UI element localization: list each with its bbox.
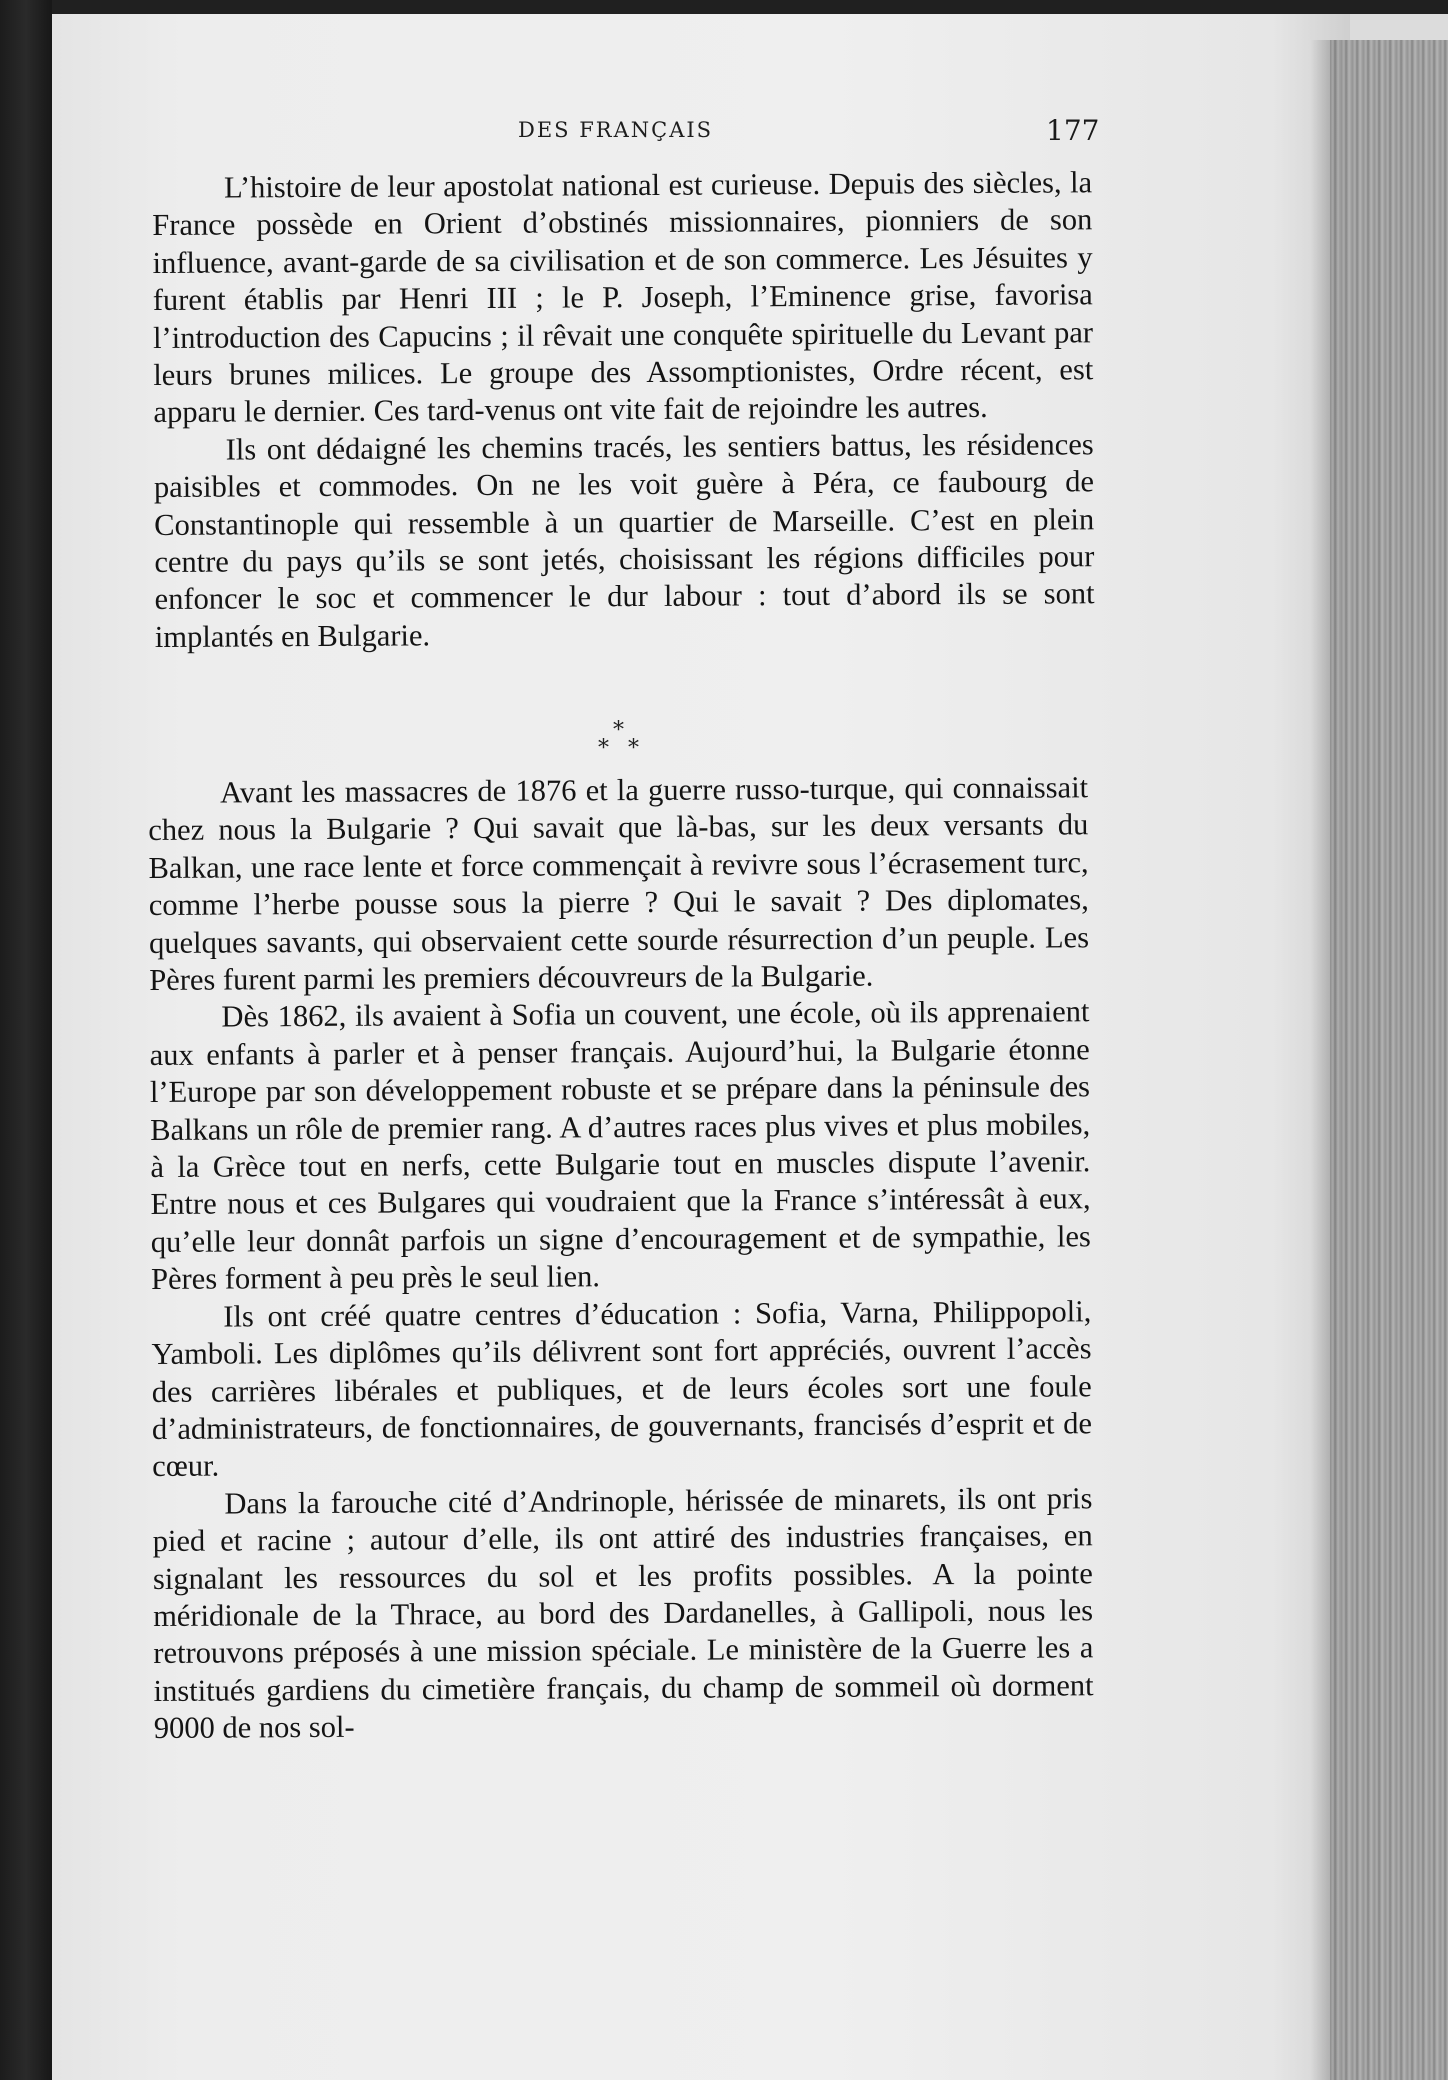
paragraph: Dès 1862, ils avaient à Sofia un couvent, une école, où ils apprenaient aux enfants à parler et à penser français. Aujourd’hui, la Bulgarie étonne l’Europe par son développement robuste et se prépare dans la péninsule des Balkans un rôle de premier rang. A d’autres races plus vives et plus mobiles, à la Grèce tout en nerfs, cette Bulgarie tout en muscles dispute l’avenir. Entre nous et ces Bulgares qui voudraient que la France s’intéressât à eux, qu’elle leur donnât parfois un signe d’encouragement et de sympathie, les Pères forment à peu près le seul lien.: [149, 994, 1091, 1297]
paragraph: Dans la farouche cité d’Andrinople, hérissée de minarets, ils ont pris pied et racine ; autour d’elle, ils ont attiré des industries françaises, en signalant les ressources du sol et les profits possibles. A la pointe méridionale de la Thrace, au bord des Dardanelles, à Gallipoli, nous les retrouvons préposés à une mission spéciale. Le ministère de la Guerre les a institués gardiens du cimetière français, du champ de sommeil où dorment 9000 de nos sol-: [152, 1480, 1094, 1746]
text-section-1: [152, 164, 1095, 656]
asterism-star: *: [628, 736, 639, 761]
paragraph: Ils ont dédaigné les chemins tracés, les sentiers battus, les résidences paisibles et commodes. On ne les voit guère à Péra, ce faubourg de Constantinople qui ressemble à un quartier de Marseille. C’est en plein centre du pays qu’ils se sont jetés, choisissant les régions difficiles pour enfoncer le soc et commencer le dur labour : tout d’abord ils se sont implantés en Bulgarie.: [153, 427, 1095, 654]
paragraph: L’histoire de leur apostolat national est curieuse. Depuis des siècles, la France possède en Orient d’obstinés missionnaires, pionniers de son influence, avant-garde de sa civilisation et de son commerce. Les Jésuites y furent établis par Henri III ; le P. Joseph, l’Eminence grise, favorisa l’introduction des Capucins ; il rêvait une conquête spirituelle du Levant par leurs brunes milices. Le groupe des Assomptionistes, Ordre récent, est apparu le dernier. Ces tard-venus ont vite fait de rejoindre les autres.: [152, 165, 1094, 430]
page-number: 177: [1046, 114, 1100, 147]
asterism-star: *: [613, 718, 624, 743]
running-title: DES FRANÇAIS: [518, 118, 714, 142]
running-header: [0, 114, 1448, 154]
page-stack-edge: [1330, 40, 1448, 2080]
paragraph: Ils ont créé quatre centres d’éducation : Sofia, Varna, Philippopoli, Yamboli. Les diplômes qu’ils délivrent sont fort appréciés, ouvrent l’accès des carrières libérales et publiques, et de leurs écoles sort une foule d’administrateurs, de fonctionnaires, de gouvernants, francisés d’esprit et de cœur.: [151, 1293, 1093, 1484]
scan-top-edge: [0, 0, 1448, 14]
section-separator-asterism: [592, 718, 652, 768]
text-section-2: [148, 769, 1094, 1747]
asterism-star: *: [598, 736, 609, 761]
paragraph: Avant les massacres de 1876 et la guerre russo-turque, qui connaissait chez nous la Bulgarie ? Qui savait que là-bas, sur les deux versants du Balkan, une race lente et force commençait à revivre sous l’écrasement turc, comme l’herbe pousse sous la pierre ? Qui le savait ? Des diplomates, quelques savants, qui observaient cette sourde résurrection d’un peuple. Les Pères furent parmi les premiers découvreurs de la Bulgarie.: [148, 770, 1090, 998]
book-binding-edge: [0, 0, 52, 2080]
